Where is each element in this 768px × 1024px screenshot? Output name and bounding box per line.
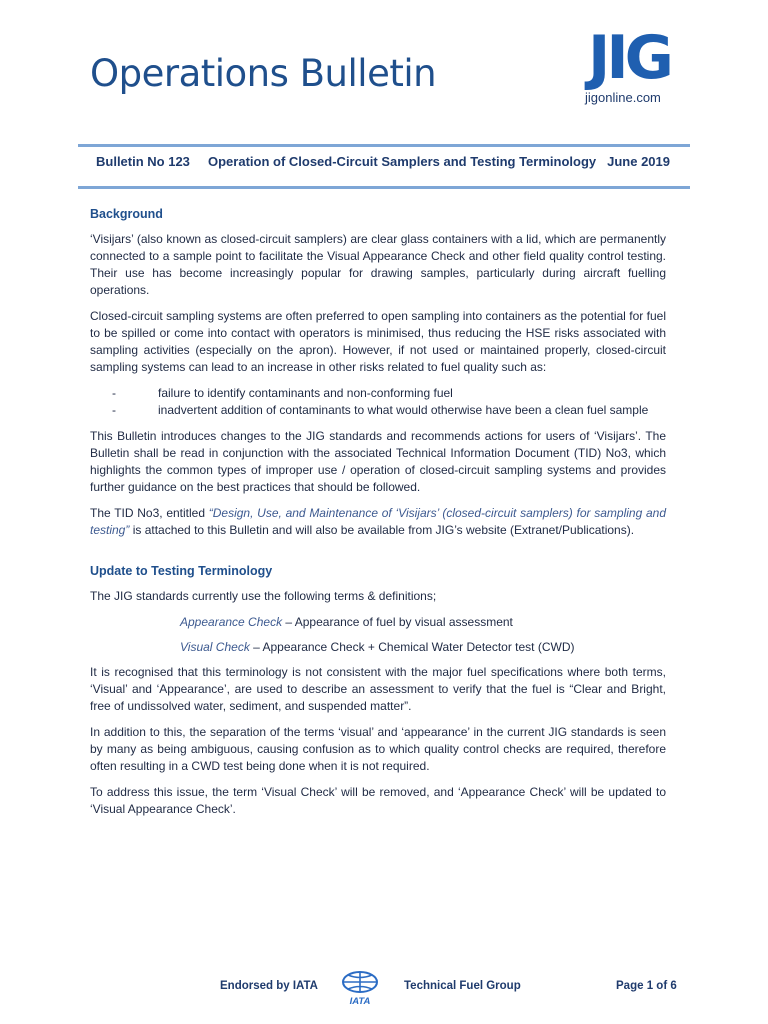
text-run: The TID No3, entitled — [90, 506, 209, 520]
text-run: is attached to this Bulletin and will also be available from JIG’s website (Extranet/Publications). — [129, 523, 635, 537]
definition-term: Appearance Check — [180, 615, 283, 629]
paragraph: This Bulletin introduces changes to the JIG standards and recommends actions for users of ‘Visijars’. The Bulletin shall be read in conjunction with the associated Technical Information Document (TID) No3, which highlights the common types of improper use / operation of closed-circuit sampling systems and provides further guidance on the best practices that should be followed. — [90, 429, 666, 494]
page-total: 6 — [670, 980, 677, 992]
globe-icon — [340, 970, 380, 994]
list-item — [90, 402, 666, 419]
paragraph-tid — [90, 505, 666, 539]
bulletin-title: Operation of Closed-Circuit Samplers and Testing Terminology — [208, 154, 597, 169]
bulletin-line — [96, 154, 670, 169]
page-footer — [0, 968, 768, 1008]
bulletin-date: June 2019 — [607, 154, 670, 169]
definition — [180, 614, 666, 631]
list-dash: - — [112, 403, 116, 417]
list-item-text: failure to identify contaminants and non-conforming fuel — [158, 386, 453, 400]
jig-logo-mark: JIG — [588, 23, 670, 93]
definition — [180, 639, 666, 656]
tid-title: “Design, Use, and Maintenance of ‘Visijars’ (closed-circuit samplers) for sampling and testing” — [90, 506, 666, 537]
paragraph: ‘Visijars’ (also known as closed-circuit samplers) are clear glass containers with a lid, which are permanently connected to a sample point to facilitate the Visual Appearance Check and other field quality control testing. Their use has become increasingly popular for drawing samples, particularly during aircraft fuelling operations. — [90, 232, 666, 297]
bulletin-body — [90, 206, 666, 827]
paragraph: The JIG standards currently use the following terms & definitions; — [90, 589, 437, 603]
paragraph: In addition to this, the separation of the terms ‘visual’ and ‘appearance’ in the current JIG standards is seen by many as being ambiguous, causing confusion as to which quality control checks are required, therefore often resulting in a CWD test being done when it is not required. — [90, 725, 666, 773]
jig-logo-url: jigonline.com — [585, 90, 661, 105]
bulletin-number: Bulletin No 123 — [96, 154, 190, 169]
endorsed-text: Endorsed by IATA — [220, 980, 318, 992]
page-prefix: Page — [616, 980, 647, 992]
risk-list — [90, 385, 666, 419]
page-current: 1 — [646, 980, 654, 992]
paragraph: Closed-circuit sampling systems are often preferred to open sampling into containers as the potential for fuel to be spilled or come into contact with operators is minimised, thus reducing the HSE risks associated with sampling activities (especially on the apron). However, if not used or maintained properly, closed-circuit sampling systems can lead to an increase in other risks related to fuel quality such as: — [90, 309, 666, 374]
definition-desc: – Appearance Check + Chemical Water Detector test (CWD) — [249, 640, 575, 654]
list-item — [90, 385, 666, 402]
iata-logo — [338, 970, 382, 1006]
page-title: Operations Bulletin — [90, 52, 437, 95]
page-number — [616, 980, 677, 992]
header-rule-bottom — [78, 186, 690, 189]
header-rule-top — [78, 144, 690, 147]
technical-fuel-group: Technical Fuel Group — [404, 980, 521, 992]
page-mid: of — [653, 980, 671, 992]
definition-term: Visual Check — [180, 640, 250, 654]
section-heading-terminology: Update to Testing Terminology — [90, 564, 273, 578]
paragraph: To address this issue, the term ‘Visual Check’ will be removed, and ‘Appearance Check’ will be updated to ‘Visual Appearance Check’. — [90, 785, 666, 816]
list-item-text: inadvertent addition of contaminants to what would otherwise have been a clean fuel sample — [158, 403, 649, 417]
iata-logo-text: IATA — [349, 996, 371, 1007]
list-dash: - — [112, 386, 116, 400]
jig-logo — [584, 23, 676, 105]
definition-desc: – Appearance of fuel by visual assessment — [282, 615, 513, 629]
paragraph: It is recognised that this terminology is not consistent with the major fuel specifications where both terms, ‘Visual’ and ‘Appearance’, are used to describe an assessment to verify that the fuel is “Clear and Bright, free of undissolved water, sediment, and suspended matter”. — [90, 665, 666, 713]
section-heading-background: Background — [90, 207, 163, 221]
